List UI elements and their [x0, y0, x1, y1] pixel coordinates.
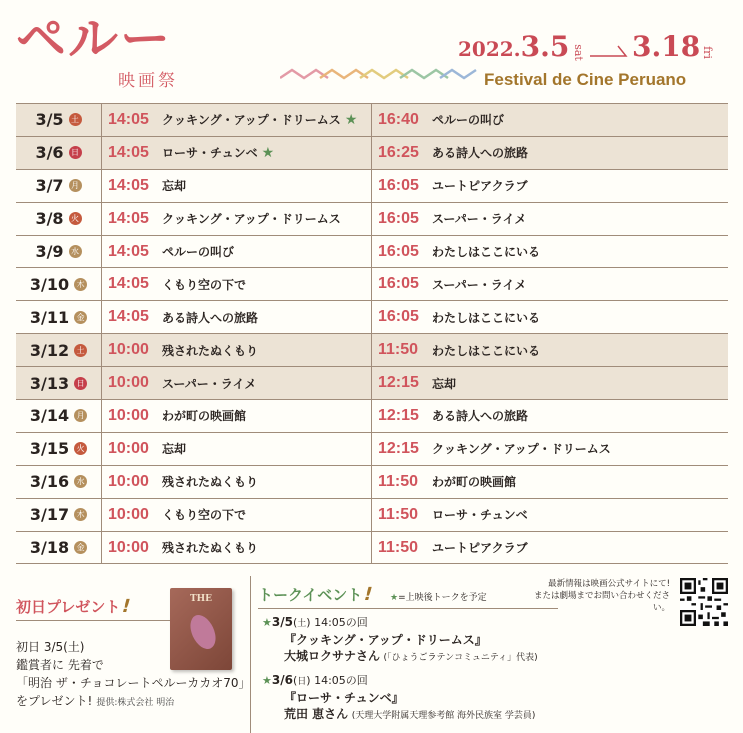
date-cell — [16, 268, 102, 300]
screening-time: 12:15 — [378, 439, 419, 457]
morning-screening — [102, 466, 372, 498]
table-row — [16, 170, 728, 203]
film-title: 忘却 — [162, 179, 187, 194]
morning-screening — [102, 268, 372, 300]
header — [0, 0, 743, 100]
screening-time: 10:00 — [108, 341, 149, 359]
weekday-badge: 日 — [74, 377, 87, 390]
date-label: 3/12 — [29, 340, 70, 360]
film-title: わが町の映画館 — [162, 409, 247, 424]
table-row — [16, 301, 728, 334]
star-icon: ★ — [262, 674, 272, 687]
screening-time: 10:00 — [108, 505, 149, 523]
screening-time: 14:05 — [108, 308, 149, 326]
table-row — [16, 433, 728, 466]
date-label: 3/13 — [29, 373, 70, 393]
morning-screening — [102, 203, 372, 235]
talk-star-icon: ★ — [344, 111, 358, 128]
screening-time: 16:05 — [378, 308, 419, 326]
weekday-badge: 月 — [69, 179, 82, 192]
date-cell — [16, 466, 102, 498]
morning-screening — [102, 499, 372, 531]
talk-event: ★3/6(日) 14:05の回 『ローサ・チュンベ』 荒田 恵さん (天理大学附属天理参考館 海外民族室 学芸員) — [262, 673, 536, 721]
film-title: ペルーの叫び — [162, 245, 235, 259]
date-label: 3/6 — [35, 143, 64, 163]
date-cell — [16, 104, 102, 136]
date-cell — [16, 499, 102, 531]
film-title: ある詩人への旅路 — [432, 409, 529, 424]
present-details: 初日 3/5(土) 鑑賞者に 先着で 「明治 ザ・チョコレートペルーカカオ70」 をプレゼント! 提供:株式会社 明治 — [16, 640, 251, 708]
film-title: クッキング・アップ・ドリームス — [432, 442, 611, 457]
screening-time: 10:00 — [108, 472, 149, 490]
table-row — [16, 104, 728, 137]
event-film: 『ローサ・チュンベ』 — [284, 691, 404, 705]
film-title: 残されたぬくもり — [162, 475, 259, 490]
table-row — [16, 466, 728, 499]
info-text: 最新情報は映画公式サイトにて! または劇場までお問い合わせください。 — [533, 579, 670, 613]
talk-note: ★=上映後トークを予定 — [390, 593, 487, 603]
chocolate-package-image: THE — [170, 588, 232, 670]
date-cell — [16, 532, 102, 564]
festival-dates: 2022.3.5 sat 3.18fri — [458, 30, 715, 63]
film-title: 残されたぬくもり — [162, 541, 259, 556]
afternoon-screening — [372, 203, 728, 235]
screening-time: 16:05 — [378, 275, 419, 293]
morning-screening — [102, 301, 372, 333]
film-title: わたしはここにいる — [432, 245, 541, 259]
present-heading: 初日プレゼント! — [16, 596, 134, 617]
morning-screening — [102, 104, 372, 136]
screening-time: 16:40 — [378, 110, 419, 128]
weekday-badge: 日 — [69, 146, 82, 159]
film-title: スーパー・ライメ — [162, 376, 257, 391]
afternoon-screening — [372, 268, 728, 300]
film-title: クッキング・アップ・ドリームス — [162, 212, 341, 227]
weekday-badge: 火 — [69, 212, 82, 225]
festival-logo-sub: 映画祭 — [118, 71, 178, 91]
morning-screening — [102, 236, 372, 268]
date-label: 3/18 — [29, 538, 70, 558]
event-guest: 大城ロクサナさん — [284, 649, 381, 663]
date-label: 3/10 — [29, 274, 70, 294]
weekday-badge: 火 — [74, 442, 87, 455]
weekday-badge: 月 — [74, 409, 87, 422]
weekday-badge: 木 — [74, 278, 87, 291]
film-title: クッキング・アップ・ドリームス — [162, 113, 341, 128]
screening-time: 12:15 — [378, 406, 419, 424]
film-title: くもり空の下で — [162, 508, 247, 523]
date-label: 3/14 — [29, 406, 70, 426]
event-guest-role: (「ひょうごラテンコミュニティ」代表) — [383, 653, 538, 663]
film-title: スーパー・ライメ — [432, 212, 527, 227]
film-title: 忘却 — [162, 442, 187, 457]
film-title: スーパー・ライメ — [432, 277, 527, 292]
date-label: 3/16 — [29, 472, 70, 492]
film-title: ユートピアクラブ — [432, 541, 528, 556]
film-title: ローサ・チュンベ — [432, 508, 528, 523]
date-label: 3/11 — [29, 307, 70, 327]
afternoon-screening — [372, 301, 728, 333]
afternoon-screening — [372, 137, 728, 169]
festival-logo: ペルー — [16, 9, 172, 68]
weekday-badge: 金 — [74, 541, 87, 554]
event-film: 『クッキング・アップ・ドリームス』 — [284, 633, 487, 647]
film-title: 残されたぬくもり — [162, 343, 259, 358]
afternoon-screening — [372, 466, 728, 498]
arrow-right-icon — [588, 38, 632, 58]
date-cell — [16, 236, 102, 268]
table-row — [16, 268, 728, 301]
date-cell — [16, 400, 102, 432]
afternoon-screening — [372, 236, 728, 268]
screening-time: 11:50 — [378, 538, 419, 556]
film-title: ユートピアクラブ — [432, 179, 528, 194]
date-cell — [16, 203, 102, 235]
screening-time: 10:00 — [108, 538, 149, 556]
film-title: ペルーの叫び — [432, 113, 505, 128]
date-label: 3/17 — [29, 505, 70, 525]
table-row — [16, 532, 728, 565]
divider — [258, 608, 558, 609]
afternoon-screening — [372, 433, 728, 465]
table-row — [16, 137, 728, 170]
talk-event: ★3/5(土) 14:05の回 『クッキング・アップ・ドリームス』 大城ロクサナさん (「ひょうごラテンコミュニティ」代表) — [262, 615, 538, 663]
event-guest: 荒田 恵さん — [284, 707, 349, 721]
date-cell — [16, 367, 102, 399]
morning-screening — [102, 532, 372, 564]
date-label: 3/7 — [35, 176, 64, 196]
film-title: ある詩人への旅路 — [432, 146, 529, 161]
weekday-badge: 水 — [69, 245, 82, 258]
afternoon-screening — [372, 334, 728, 366]
wave-decoration-icon — [280, 66, 480, 82]
screening-time: 16:05 — [378, 242, 419, 260]
screening-time: 12:15 — [378, 374, 419, 392]
screening-time: 14:05 — [108, 143, 149, 161]
screening-time: 14:05 — [108, 110, 149, 128]
table-row — [16, 499, 728, 532]
table-row — [16, 203, 728, 236]
afternoon-screening — [372, 104, 728, 136]
weekday-badge: 土 — [69, 113, 82, 126]
date-label: 3/9 — [35, 242, 64, 261]
film-title: くもり空の下で — [162, 277, 247, 292]
morning-screening — [102, 334, 372, 366]
weekday-badge: 木 — [74, 508, 87, 521]
date-cell — [16, 433, 102, 465]
weekday-badge: 金 — [74, 311, 87, 324]
film-title: 忘却 — [432, 376, 457, 391]
screening-time: 14:05 — [108, 242, 149, 260]
screening-time: 14:05 — [108, 209, 149, 227]
screening-time: 10:00 — [108, 439, 149, 457]
screening-time: 10:00 — [108, 406, 149, 424]
screening-time: 11:50 — [378, 472, 419, 490]
screening-time: 16:05 — [378, 176, 419, 194]
divider — [250, 576, 251, 733]
film-title: ローサ・チュンベ — [162, 146, 258, 161]
film-title: わが町の映画館 — [432, 475, 517, 490]
table-row — [16, 400, 728, 433]
screening-time: 14:05 — [108, 275, 149, 293]
date-cell — [16, 170, 102, 202]
exclamation-icon: ! — [361, 584, 376, 605]
screening-time: 14:05 — [108, 176, 149, 194]
star-icon: ★ — [262, 616, 272, 629]
morning-screening — [102, 170, 372, 202]
date-cell — [16, 137, 102, 169]
table-row — [16, 236, 728, 269]
date-label: 3/8 — [35, 209, 64, 229]
qr-code-icon[interactable] — [680, 578, 728, 626]
event-guest-role: (天理大学附属天理参考館 海外民族室 学芸員) — [351, 711, 536, 721]
film-title: わたしはここにいる — [432, 310, 541, 325]
morning-screening — [102, 433, 372, 465]
film-title: わたしはここにいる — [432, 343, 541, 358]
date-label: 3/15 — [29, 439, 70, 459]
date-cell — [16, 334, 102, 366]
morning-screening — [102, 367, 372, 399]
morning-screening — [102, 400, 372, 432]
date-label: 3/5 — [35, 110, 64, 130]
afternoon-screening — [372, 499, 728, 531]
morning-screening — [102, 137, 372, 169]
screening-time: 16:05 — [378, 209, 419, 227]
screening-time: 16:25 — [378, 143, 419, 161]
table-row — [16, 334, 728, 367]
table-row — [16, 367, 728, 400]
screening-time: 11:50 — [378, 341, 419, 359]
film-title: ある詩人への旅路 — [162, 310, 259, 325]
schedule-table — [16, 103, 728, 564]
exclamation-icon: ! — [119, 596, 134, 617]
festival-title: Festival de Cine Peruano — [484, 70, 687, 89]
screening-time: 11:50 — [378, 505, 419, 523]
weekday-badge: 水 — [74, 475, 87, 488]
talk-heading: トークイベント! — [258, 584, 376, 605]
afternoon-screening — [372, 400, 728, 432]
talk-star-icon: ★ — [261, 144, 275, 161]
screening-time: 10:00 — [108, 374, 149, 392]
afternoon-screening — [372, 170, 728, 202]
date-cell — [16, 301, 102, 333]
afternoon-screening — [372, 367, 728, 399]
afternoon-screening — [372, 532, 728, 564]
bottom-section — [0, 576, 743, 733]
weekday-badge: 土 — [74, 344, 87, 357]
